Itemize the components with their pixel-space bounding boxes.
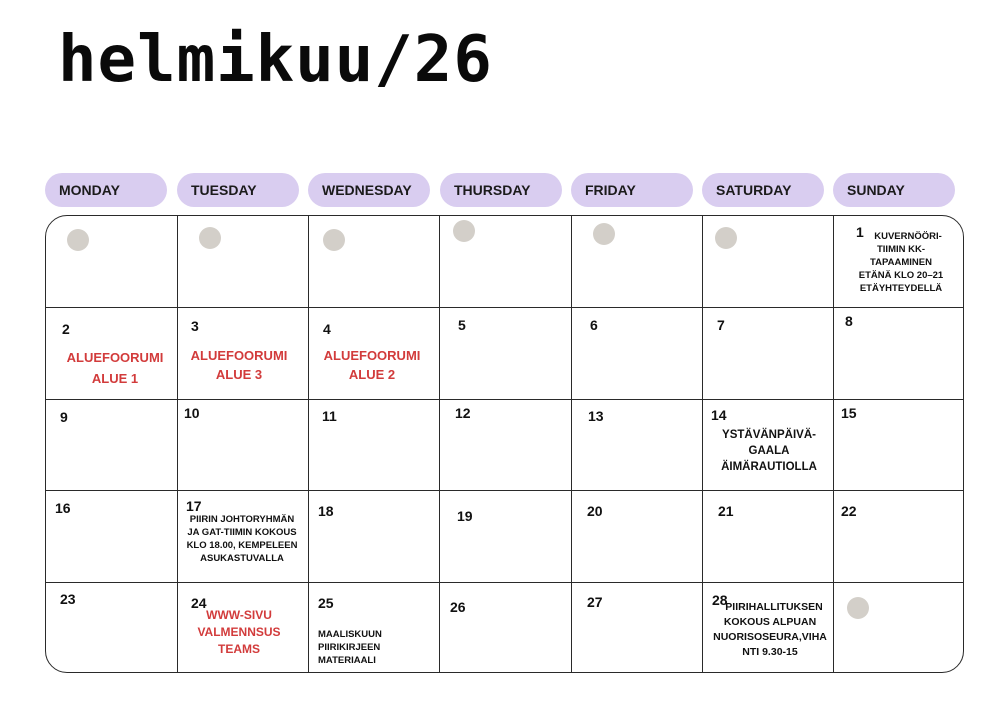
day-number: 1 (856, 224, 864, 240)
grid-divider (439, 216, 440, 672)
day-number: 15 (841, 405, 857, 421)
day-number: 6 (590, 317, 598, 333)
event-line: NTI 9.30-15 (742, 646, 798, 658)
event-line: ALUEFOORUMI (66, 350, 164, 365)
day-number: 20 (587, 503, 603, 519)
grid-divider (46, 582, 963, 583)
day-number: 24 (191, 595, 207, 611)
event-line: KLO 18.00, KEMPELEEN (186, 540, 298, 551)
day-number: 19 (457, 508, 473, 524)
event-line: KOKOUS ALPUAN (723, 616, 817, 628)
event-line: WWW-SIVU (206, 608, 272, 622)
empty-day-dot (593, 223, 615, 245)
empty-day-dot (847, 597, 869, 619)
day-number: 22 (841, 503, 857, 519)
weekday-friday: FRIDAY (571, 173, 693, 207)
grid-divider (46, 399, 963, 400)
event-line: TAPAAMINEN (870, 257, 932, 268)
weekday-tuesday: TUESDAY (177, 173, 299, 207)
empty-day-dot (715, 227, 737, 249)
event-line: ÄIMÄRAUTIOLLA (721, 461, 817, 473)
weekday-monday: MONDAY (45, 173, 167, 207)
day-number: 21 (718, 503, 734, 519)
event-line: PIIRIKIRJEEN (318, 642, 381, 653)
event-line: PIIRIHALLITUKSEN (725, 601, 823, 613)
day-number: 11 (322, 408, 337, 424)
day-number: 7 (717, 317, 725, 333)
event-line: ASUKASTUVALLA (200, 553, 284, 564)
grid-divider (46, 490, 963, 491)
event-aluefoorumi-1 (54, 349, 176, 388)
day-number: 8 (845, 313, 853, 329)
day-number: 16 (55, 500, 71, 516)
day-number: 23 (60, 591, 76, 607)
event-line: TIIMIN KK- (876, 244, 926, 255)
event-line: ALUE 3 (215, 367, 263, 382)
event-aluefoorumi-2 (311, 347, 433, 384)
grid-divider (571, 216, 572, 672)
event-piirihallituksen-kokous (706, 600, 834, 660)
weekday-wednesday: WEDNESDAY (308, 173, 430, 207)
day-number: 26 (450, 599, 466, 615)
event-line: NUORISOSEURA,VIHA (713, 631, 827, 643)
day-number: 2 (62, 321, 70, 337)
day-number: 13 (588, 408, 604, 424)
grid-divider (177, 216, 178, 672)
day-number: 3 (191, 318, 199, 334)
day-number: 28 (712, 592, 728, 608)
day-number: 17 (186, 498, 202, 514)
grid-divider (308, 216, 309, 672)
event-aluefoorumi-3 (178, 347, 300, 384)
day-number: 18 (318, 503, 334, 519)
event-line: YSTÄVÄNPÄIVÄ- (722, 429, 816, 441)
event-line: GAALA (748, 445, 790, 457)
event-kuvernoori-tiimi (846, 230, 956, 295)
day-number: 5 (458, 317, 466, 333)
event-line: PIIRIN JOHTORYHMÄN (189, 514, 295, 525)
event-line: KUVERNÖÖRI- (874, 231, 942, 242)
event-line: JA GAT-TIIMIN KOKOUS (187, 527, 297, 538)
page-title: helmikuu/26 (58, 23, 493, 97)
grid-divider (46, 307, 963, 308)
empty-day-dot (199, 227, 221, 249)
day-number: 12 (455, 405, 471, 421)
event-line: VALMENNSUS TEAMS (197, 625, 281, 656)
day-number: 14 (711, 407, 727, 423)
weekday-saturday: SATURDAY (702, 173, 824, 207)
day-number: 10 (184, 405, 200, 421)
empty-day-dot (323, 229, 345, 251)
event-line: ETÄNÄ KLO 20–21 (858, 270, 944, 281)
grid-divider (702, 216, 703, 672)
event-line: ETÄYHTEYDELLÄ (859, 283, 943, 294)
weekday-sunday: SUNDAY (833, 173, 955, 207)
event-line: MATERIAALI (318, 655, 376, 666)
event-line: ALUEFOORUMI (323, 348, 421, 363)
event-line: ALUEFOORUMI (190, 348, 288, 363)
day-number: 25 (318, 595, 334, 611)
event-ystavanpaiva-gaala (706, 427, 832, 475)
event-www-sivu-valmennus (176, 607, 302, 658)
event-line: MAALISKUUN (318, 629, 382, 640)
empty-day-dot (67, 229, 89, 251)
event-maaliskuun-piirikirje (318, 628, 388, 667)
event-line: ALUE 1 (91, 371, 139, 386)
day-number: 27 (587, 594, 603, 610)
empty-day-dot (453, 220, 475, 242)
day-number: 4 (323, 321, 331, 337)
event-piirin-johtoryhma (180, 513, 304, 565)
weekday-thursday: THURSDAY (440, 173, 562, 207)
day-number: 9 (60, 409, 68, 425)
event-line: ALUE 2 (348, 367, 396, 382)
